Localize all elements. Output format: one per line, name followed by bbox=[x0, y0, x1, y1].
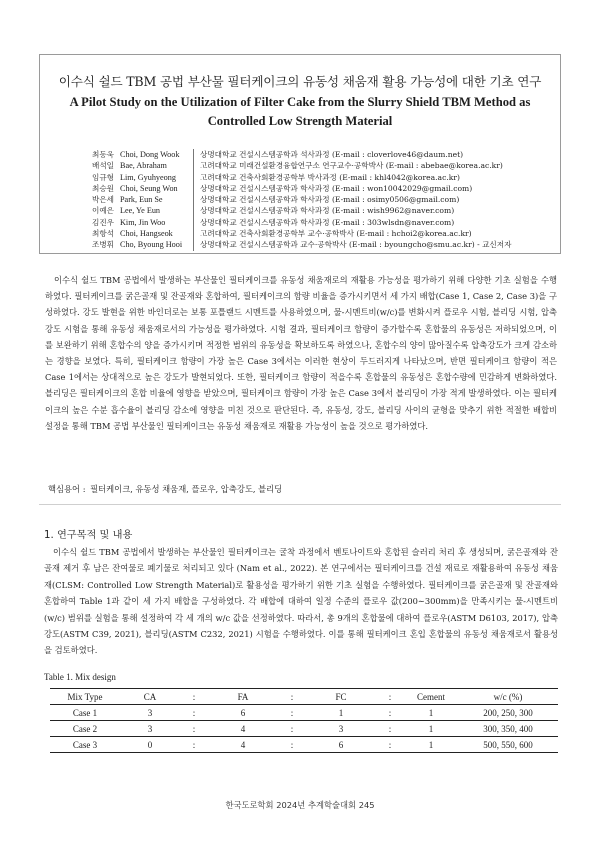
author-row bbox=[92, 183, 562, 194]
author-affiliation: 상명대학교 건설시스템공학과 학사과정 (E-mail : osimy0506@gmail.com) bbox=[193, 194, 459, 205]
title-english-line-2: Controlled Low Strength Material bbox=[207, 114, 393, 128]
table-cell: 0 bbox=[147, 739, 153, 750]
table-cell: : bbox=[388, 707, 392, 718]
title-english bbox=[40, 93, 560, 131]
author-affiliation: 고려대학교 미래건설환경융합연구소 연구교수·공학박사 (E-mail : abebae@korea.ac.kr) bbox=[193, 160, 503, 171]
author-affiliation: 상명대학교 건설시스템공학과 학사과정 (E-mail : 303wlsdn@naver.com) bbox=[193, 217, 454, 228]
table-cell: 1 bbox=[428, 707, 434, 718]
table-cell: 3 bbox=[147, 723, 153, 734]
author-row bbox=[92, 228, 562, 239]
author-affiliation: 상명대학교 건설시스템공학과 석사과정 (E-mail : cloverlove46@daum.net) bbox=[193, 149, 463, 160]
author-name-korean: 최동욱 bbox=[92, 150, 115, 159]
table-cell: : bbox=[192, 723, 196, 734]
author-row bbox=[92, 172, 562, 183]
author-affiliation: 고려대학교 건축사회환경공학부 교수·공학박사 (E-mail : hchoi2@korea.ac.kr) bbox=[193, 228, 472, 239]
author-row bbox=[92, 194, 562, 205]
table-cell: : bbox=[388, 723, 392, 734]
table-header-cell: Mix Type bbox=[67, 691, 103, 702]
table-cell: 3 bbox=[338, 723, 344, 734]
table-cell: 500, 550, 600 bbox=[483, 739, 533, 750]
table-cell: 1 bbox=[428, 723, 434, 734]
table-1-caption: Table 1. Mix design bbox=[44, 672, 116, 682]
table-cell: 4 bbox=[240, 723, 246, 734]
table-cell: 6 bbox=[240, 707, 246, 718]
author-name-korean: 최항석 bbox=[92, 229, 115, 239]
author-affiliation: 상명대학교 건설시스템공학과 학사과정 (E-mail : wish9962@naver.com) bbox=[193, 205, 454, 216]
paper-header bbox=[39, 54, 561, 254]
author-name-korean: 이예은 bbox=[92, 206, 115, 216]
table-cell: Case 1 bbox=[72, 707, 98, 718]
table-header-cell: : bbox=[388, 691, 392, 702]
section-1-title: 1. 연구목적 및 내용 bbox=[44, 530, 133, 541]
table-row bbox=[50, 737, 558, 753]
author-name-english: Bae, Abraham bbox=[120, 161, 167, 171]
author-name-english: Kim, Jin Woo bbox=[120, 217, 166, 227]
author-name-korean: 최승원 bbox=[92, 183, 115, 193]
author-name-korean: 배석일 bbox=[92, 161, 115, 171]
table-cell: 1 bbox=[428, 739, 434, 750]
table-header-cell: FA bbox=[237, 691, 249, 702]
section-1-text: 이수식 쉴드 TBM 공법에서 발생하는 부산물인 필터케이크는 굴착 과정에서 벤토나이트와 혼합된 슬러리 처리 후 생성되며, 굵은골재와 잔골재 제거 후 남은 잔여물로 폐기물로 처리되고 있다 (Nam et al., 2022). 본 연구에서는 필터케이크를 건설 재료로 재활용하여 유동성 채움재(CLSM: Controlled Low Strength Material)로 활용성을 평가하기 위한 기초 실험을 수행하였다. 필터케이크를 굵은골재 및 잔골재와 혼합하여 Table 1과 같이 세 가지 배합을 구성하였다. 각 배합에 대하여 일정 수준의 플로우 값(200∼300mm)을 만족시키는 물-시멘트비(w/c) 범위를 실험을 통해 설정하여 각 세 개의 w/c 값을 선정하였다. 따라서, 총 9개의 혼합물에 대하여 플로우(ASTM D6103, 2017), 압축강도(ASTM C39, 2021), 블리딩(ASTM C232, 2021) 시험을 수행하였다. 이를 통해 필터케이크 혼입 혼합물의 유동성 채움재로서 활용성을 검토하였다. bbox=[44, 547, 558, 656]
keywords bbox=[48, 483, 282, 495]
table-cell: 300, 350, 400 bbox=[483, 723, 533, 734]
table-header-cell: CA bbox=[143, 691, 157, 702]
page-footer: 한국도로학회 2024년 추계학술대회 245 bbox=[225, 800, 375, 810]
table-cell: Case 3 bbox=[72, 739, 98, 750]
author-affiliation: 상명대학교 건설시스템공학과 교수·공학박사 (E-mail : byoungcho@smu.ac.kr) - 교신저자 bbox=[193, 239, 511, 250]
table-cell: 3 bbox=[147, 707, 153, 718]
table-header-cell: FC bbox=[335, 691, 347, 702]
abstract bbox=[45, 272, 557, 434]
section-1-body bbox=[44, 544, 558, 659]
abstract-text: 이수식 쉴드 TBM 공법에서 발생하는 부산물인 필터케이크를 유동성 채움재로의 재활용 가능성을 평가하기 위해 다양한 기초 실험을 수행하였다. 필터케이크를 굵은골재 및 잔골재와 혼합하여, 필터케이크의 함량 비율을 증가시키면서 세 가지 배합(Case 1, Case 2, Case 3)을 구성하였다. 강도 발현을 위한 바인더로는 보통 포틀랜드 시멘트를 사용하였으며, 물-시멘트비(w/c)를 변화시켜 플로우 시험, 블리딩 시험, 압축강도 시험을 통해 유동성 채움재로서의 가능성을 평가하였다. 시험 결과, 필터케이크 함량이 증가할수록 혼합물의 유동성은 저하되었으며, 이를 보완하기 위해 혼합수의 양을 증가시키며 적정한 범위의 유동성을 확보하도록 하였으나, 혼합수의 양이 많아질수록 압축강도가 크게 감소하는 경향을 보였다. 특히, 필터케이크 함량이 가장 높은 Case 3에서는 이러한 현상이 두드러지게 나타났으며, 반면 필터케이크 함량이 적은 Case 1에서는 상대적으로 높은 강도가 발현되었다. 또한, 필터케이크 함량이 적을수록 혼합물의 유동성은 혼합수량에 민감하게 변화하였다. 블리딩은 필터케이크의 혼합 비율에 영향을 받았으며, 필터케이크 함량이 가장 높은 Case 3에서 블리딩이 가장 적게 발생하였다. 이는 필터케이크의 높은 수분 흡수율이 블리딩 감소에 영향을 미친 것으로 판단된다. 즉, 유동성, 강도, 블리딩 사이의 균형을 맞추기 위한 적절한 배합비 설정을 통해 TBM 공법 부산물인 필터케이크는 유동성 채움재로 재활용 가능성이 높을 것으로 평가하였다. bbox=[45, 275, 557, 431]
table-cell: : bbox=[192, 707, 196, 718]
author-affiliation: 고려대학교 건축사회환경공학부 박사과정 (E-mail : khl4042@korea.ac.kr) bbox=[193, 172, 460, 183]
table-row bbox=[50, 705, 558, 721]
author-row bbox=[92, 205, 562, 216]
title-english-line-1: A Pilot Study on the Utilization of Filter Cake from the Slurry Shield TBM Method as bbox=[69, 95, 531, 109]
title-korean: 이수식 쉴드 TBM 공법 부산물 필터케이크의 유동성 채움재 활용 가능성에 대한 기초 연구 bbox=[58, 74, 542, 89]
author-name-english: Choi, Hangseok bbox=[120, 229, 173, 239]
table-cell: : bbox=[290, 723, 294, 734]
author-row bbox=[92, 160, 562, 171]
author-name-english: Lee, Ye Eun bbox=[120, 206, 161, 216]
author-name-korean: 김진우 bbox=[92, 217, 115, 227]
table-row bbox=[50, 721, 558, 737]
author-name-korean: 조병휘 bbox=[92, 240, 115, 250]
author-name-english: Cho, Byoung Hooi bbox=[120, 240, 183, 250]
mix-design-table bbox=[50, 688, 558, 753]
table-cell: Case 2 bbox=[72, 723, 98, 734]
table-cell: : bbox=[192, 739, 196, 750]
author-name-english: Park, Eun Se bbox=[120, 195, 163, 205]
author-row bbox=[92, 217, 562, 228]
table-cell: 4 bbox=[240, 739, 246, 750]
author-name-english: Choi, Dong Wook bbox=[120, 150, 180, 159]
keywords-label: 핵심용어 : bbox=[48, 484, 86, 494]
keywords-text: 필터케이크, 유동성 채움재, 플로우, 압축강도, 블리딩 bbox=[90, 484, 283, 494]
author-name-korean: 임규형 bbox=[92, 172, 115, 182]
table-header-row bbox=[50, 689, 558, 705]
author-affiliation: 상명대학교 건설시스템공학과 학사과정 (E-mail : won10042029@gmail.com) bbox=[193, 183, 472, 194]
table-cell: 1 bbox=[338, 707, 344, 718]
table-header-cell: : bbox=[192, 691, 196, 702]
section-divider bbox=[39, 504, 561, 505]
author-list bbox=[92, 149, 562, 251]
table-cell: : bbox=[290, 739, 294, 750]
author-row bbox=[92, 239, 562, 250]
table-header-cell: Cement bbox=[417, 691, 445, 702]
table-cell: : bbox=[388, 739, 392, 750]
table-cell: 6 bbox=[338, 739, 344, 750]
table-cell: : bbox=[290, 707, 294, 718]
author-name-english: Choi, Seung Won bbox=[120, 183, 178, 193]
author-name-english: Lim, Gyuhyeong bbox=[120, 172, 176, 182]
table-header-cell: : bbox=[290, 691, 294, 702]
author-row bbox=[92, 149, 562, 160]
table-cell: 200, 250, 300 bbox=[483, 707, 533, 718]
table-header-cell: w/c (%) bbox=[493, 691, 523, 702]
author-name-korean: 박은세 bbox=[92, 195, 115, 205]
